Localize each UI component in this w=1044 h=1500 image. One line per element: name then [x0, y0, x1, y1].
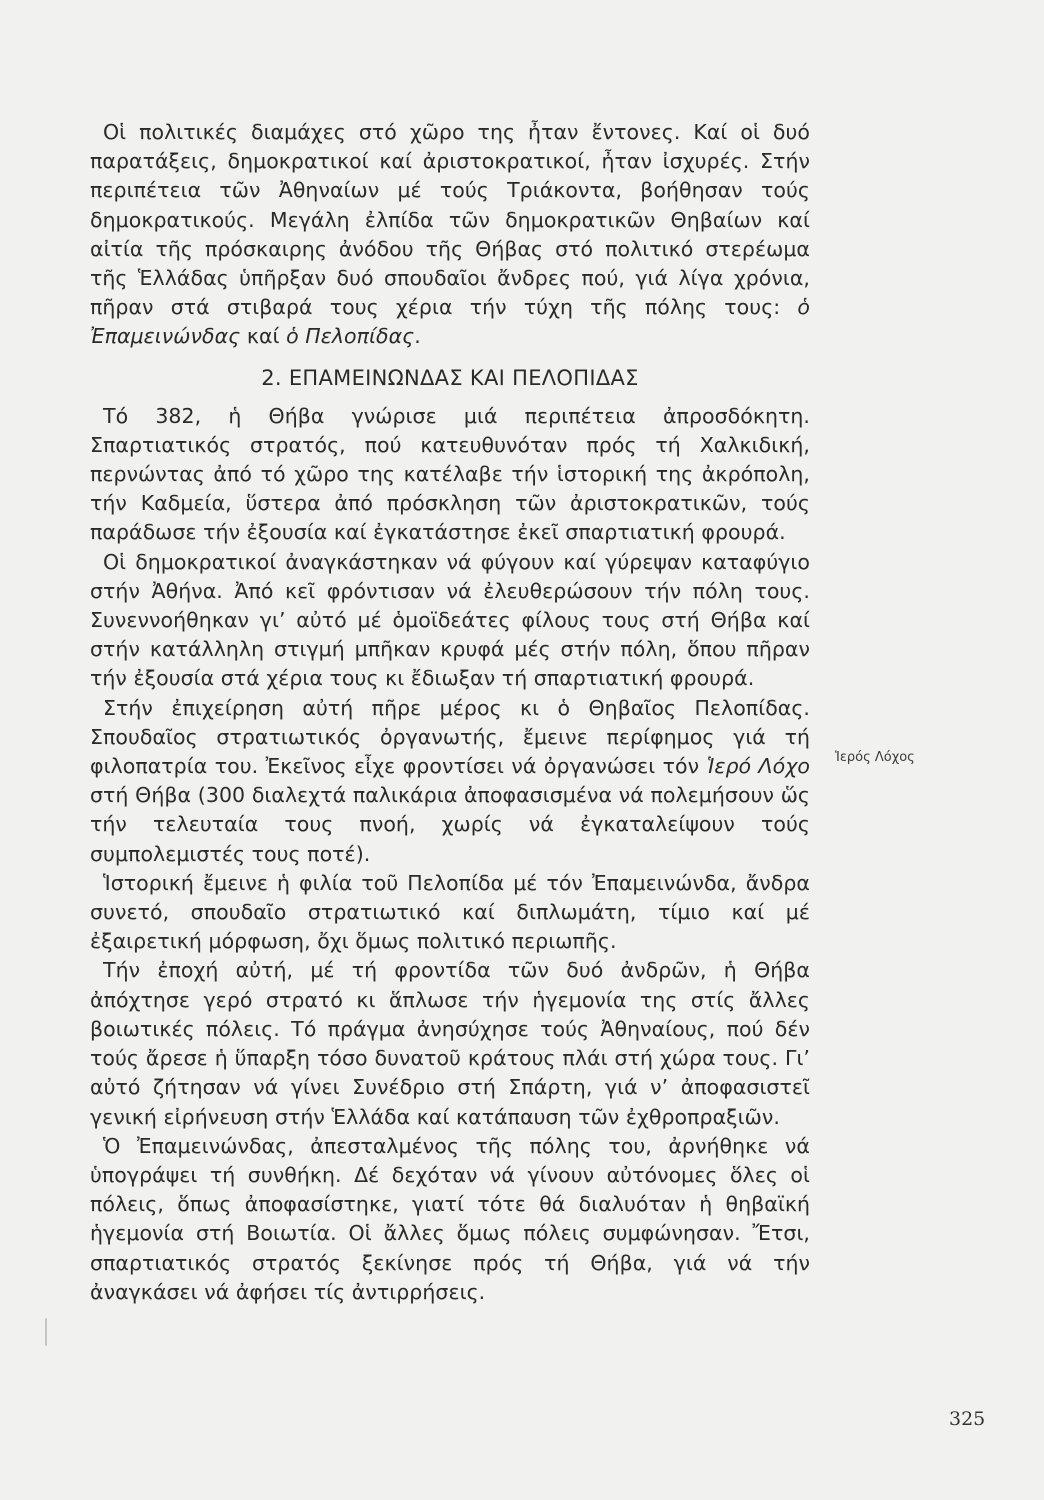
- intro-text: Οἱ πολιτικές διαμάχες στό χῶρο της ἦταν ἔντονες. Καί οἱ δυό παρατάξεις, δημοκρατικοί καί ἀριστοκρατικοί, ἦταν ἰσχυρές. Στήν περιπέτεια τῶν Ἀθηναίων μέ τούς Τριάκοντα, βοήθησαν τούς δημοκρατικούς. Μεγάλη ἐλπίδα τῶν δημοκρατικῶν Θηβαίων καί αἰτία τῆς πρόσκαιρης ἀνόδου τῆς Θήβας στό πολιτικό στερέωμα τῆς Ἑλλάδας ὑπῆρξαν δυό σπουδαῖοι ἄνδρες πού, γιά λίγα χρόνια, πῆραν στά στιβαρά τους χέρια τήν τύχη τῆς πόλης τους:: [90, 120, 810, 320]
- margin-note: Ἱερός Λόχος: [835, 750, 915, 765]
- paragraph-sacred-band: [90, 694, 810, 869]
- paragraph-hegemony: Τήν ἐποχή αὐτή, μέ τή φροντίδα τῶν δυό ἀνδρῶν, ἡ Θήβα ἀπόχτησε γερό στρατό κι ἅπλωσε τήν ἡγεμονία της στίς ἄλλες βοιωτικές πόλεις. Τό πράγμα ἀνησύχησε τούς Ἀθηναίους, πού δέν τούς ἄρεσε ἡ ὕπαρξη τόσο δυνατοῦ κράτους πλάι στή χώρα τους. Γι’ αὐτό ζήτησαν νά γίνει Συνέδριο στή Σπάρτη, γιά ν’ ἀποφασιστεῖ γενική εἰρήνευση στήν Ἑλλάδα καί κατάπαυση τῶν ἐχθροπραξιῶν.: [90, 958, 810, 1129]
- section-heading: 2. ΕΠΑΜΕΙΝΩΝΔΑΣ ΚΑΙ ΠΕΛΟΠΙΔΑΣ: [261, 365, 639, 390]
- sacred-band-after: στή Θήβα (300 διαλεχτά παλικάρια ἀποφασισμένα νά πολεμήσουν ὥς τήν τελευταία τους πνοή, χωρίς νά ἐγκαταλείψουν τούς συμπολεμιστές τους ποτέ).: [90, 783, 810, 866]
- paragraph-refusal: Ὁ Ἐπαμεινώνδας, ἀπεσταλμένος τῆς πόλης του, ἀρνήθηκε νά ὑπογράψει τή συνθήκη. Δέ δεχόταν νά γίνουν αὐτόνομες ὅλες οἱ πόλεις, ὅπως ἀποφασίστηκε, γιατί τότε θά διαλυόταν ἡ θηβαϊκή ἡγεμονία στή Βοιωτία. Οἱ ἄλλες ὅμως πόλεις συμφώνησαν. Ἔτσι, σπαρτιατικός στρατός ξεκίνησε πρός τή Θήβα, γιά νά τήν ἀναγκάσει νά ἀφήσει τίς ἀντιρρήσεις.: [90, 1133, 810, 1304]
- edge-mark: [45, 1318, 47, 1346]
- name-epaminondas: ὁ Ἐπαμεινώνδας: [90, 295, 810, 349]
- intro-end: .: [414, 324, 421, 349]
- paragraph-exiles: Οἱ δημοκρατικοί ἀναγκάστηκαν νά φύγουν καί γύρεψαν καταφύγιο στήν Ἀθήνα. Ἀπό κεῖ φρόντισαν νά ἐλευθερώσουν τήν πόλη τους. Συνεννοήθηκαν γι’ αὐτό μέ ὁμοϊδεάτες φίλους τους στή Θήβα καί στήν κατάλληλη στιγμή μπῆκαν κρυφά μές στήν πόλη, ὅπου πῆραν τήν ἐξουσία στά χέρια τους κι ἔδιωξαν τή σπαρτιατική φρουρά.: [90, 549, 810, 691]
- main-text-column: [90, 118, 810, 1307]
- name-pelopidas: ὁ Πελοπίδας: [286, 324, 415, 349]
- page-number: 325: [949, 1408, 986, 1430]
- sacred-band-term: Ἱερό Λόχο: [706, 754, 810, 779]
- sacred-band-before: Στήν ἐπιχείρηση αὐτή πῆρε μέρος κι ὁ Θηβαῖος Πελοπίδας. Σπουδαῖος στρατιωτικός ὀργανωτής, ἔμεινε περίφημος γιά τή φιλοπατρία του. Ἐκεῖνος εἶχε φροντίσει νά ὀργανώσει τόν: [90, 695, 810, 779]
- paragraph-382: Τό 382, ἡ Θήβα γνώρισε μιά περιπέτεια ἀπροσδόκητη. Σπαρτιατικός στρατός, πού κατευθυνόταν πρός τή Χαλκιδική, περνώντας ἀπό τό χῶρο της κατέλαβε τήν ἱστορική της ἀκρόπολη, τήν Καδμεία, ὕστερα ἀπό πρόσκληση τῶν ἀριστοκρατικῶν, τούς παράδωσε τήν ἐξουσία καί ἐγκατάστησε ἐκεῖ σπαρτιατική φρουρά.: [90, 403, 810, 545]
- paragraph-friendship: Ἱστορική ἔμεινε ἡ φιλία τοῦ Πελοπίδα μέ τόν Ἐπαμεινώνδα, ἄνδρα συνετό, σπουδαῖο στρατιωτικό καί διπλωμάτη, τίμιο καί μέ ἐξαιρετική μόρφωση, ὄχι ὅμως πολιτικό περιωπῆς.: [90, 870, 810, 954]
- paragraph-intro: [90, 118, 810, 352]
- connector-word: καί: [246, 324, 280, 349]
